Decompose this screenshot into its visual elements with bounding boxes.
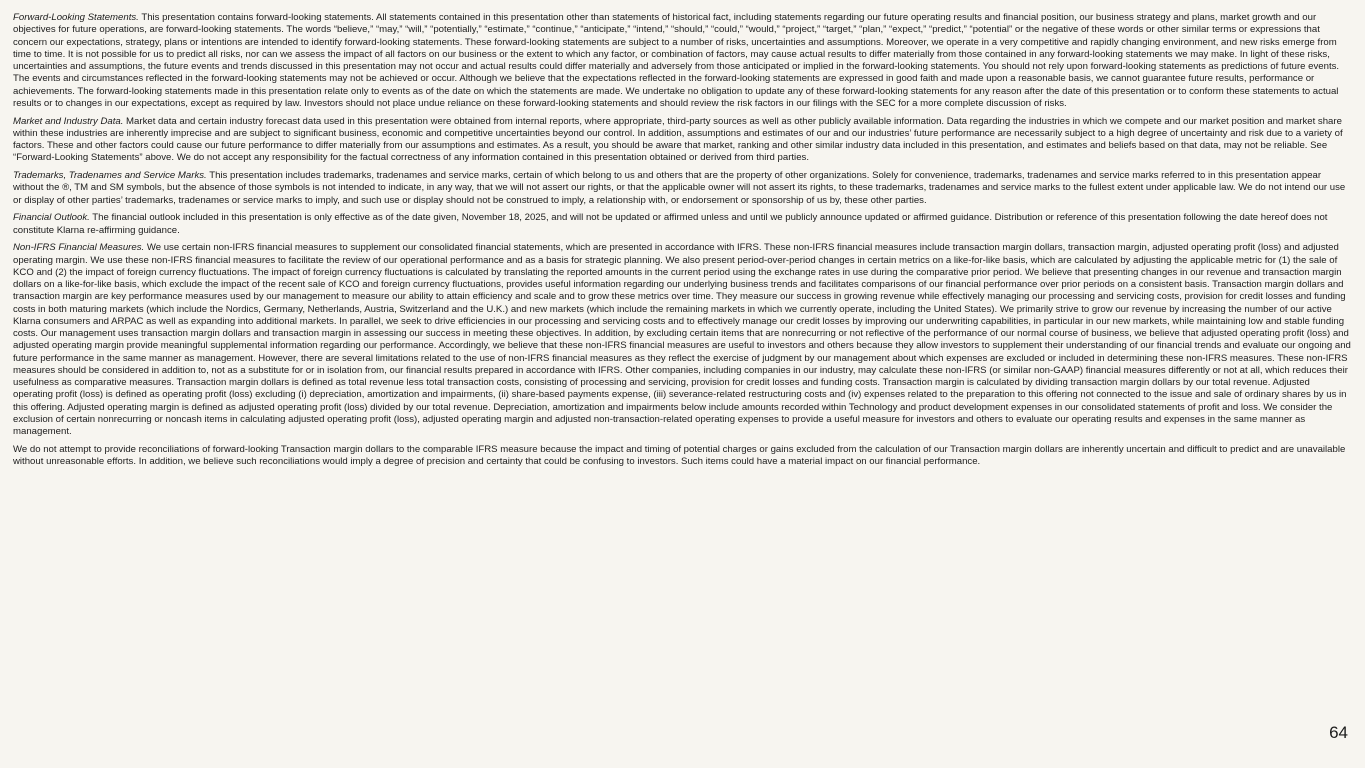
paragraph-text: Market data and certain industry forecast data used in this presentation were obtained from internal reports, where appropriate, third-party sources as well as other publicly available information. Data regarding the industries in which we compete and our market position and market share within these industries are inherently imprecise and are subject to significant business, economic and competitive uncertainties beyond our control. In addition, assumptions and estimates of our and our industries’ future performance are necessarily subject to a high degree of uncertainty and risk due to a variety of factors. These and other factors could cause our future performance to differ materially from our assumptions and estimates. As a result, you should be aware that market, ranking and other similar industry data included in this presentation, and estimates and beliefs based on that data, may not be reliable. See “Forward-Looking Statements” above. We do not accept any responsibility for the factual correctness of any information contained in this presentation obtained or derived from third parties. [13,115,1343,164]
paragraph-title: Market and Industry Data. [13,115,124,127]
reconciliations-paragraph [13,444,1352,469]
trademarks-paragraph [13,170,1352,207]
paragraph-title: Trademarks, Tradenames and Service Marks. [13,170,207,181]
paragraph-text: The financial outlook included in this presentation is only effective as of the date given, November 18, 2025, and will not be updated or affirmed unless and until we publicly announce updated or affirmed guidance. Distribution or reference of this presentation following the date hereof does not constitute Klarna re-affirming guidance. [13,212,1328,236]
paragraph-title: Non-IFRS Financial Measures. [13,242,145,254]
non-ifrs-measures-paragraph [13,242,1352,438]
paragraph-text: This presentation includes trademarks, tradenames and service marks, certain of which belong to us and others that are the property of other organizations. Solely for convenience, trademarks, tradenames and service marks referred to in this presentation appear without the ®, TM and SM symbols, but the absence of those symbols is not intended to indicate, in any way, that we will not assert our rights, or that the applicable owner will not assert its rights, to these trademarks, tradenames and service marks to the fullest extent under applicable law. We do not intend our use or display of other parties’ trademarks, tradenames or service marks to imply, and such use or display should not be construed to imply, a relationship with, or endorsement or sponsorship of us by, these other parties. [13,170,1346,206]
paragraph-title: Financial Outlook. [13,212,90,224]
paragraph-text: This presentation contains forward-looking statements. All statements contained in this presentation other than statements of historical fact, including statements regarding our future operating results and financial position, our business strategy and plans, market growth and our objectives for future operations, are forward-looking statements. The words “believe,” “may,” “will,” “potentially,” “estimate,” “continue,” “anticipate,” “intend,” “should,” “could,” “would,” “project,” “target,” “plan,” “expect,” “predict,” “potential” or the negative of these words or other similar terms or expressions that concern our expectations, strategy, plans or intentions are intended to identify forward-looking statements. These forward-looking statements are subject to a number of risks, uncertainties and assumptions. Moreover, we operate in a very competitive and rapidly changing environment, and new risks emerge from time to time. It is not possible for us to predict all risks, nor can we assess the impact of all factors on our business or the extent to which any factor, or combination of factors, may cause actual results to differ materially from those contained in any forward-looking statements we may make. In light of these risks, uncertainties and assumptions, the future events and trends discussed in this presentation may not occur and actual results could differ materially and adversely from those anticipated or implied in the forward-looking statements. You should not rely upon forward-looking statements as predictions of future events. The events and circumstances reflected in the forward-looking statements may not be achieved or occur. Although we believe that the expectations reflected in the forward-looking statements are expressed in good faith and made upon a reasonable basis, we cannot guarantee future results, performance or achievements. The forward-looking statements made in this presentation relate only to events as of the date on which the statements are made. We undertake no obligation to update any of these forward-looking statements for any reason after the date of this presentation or to conform these statements to actual results or to changes in our expectations, except as required by law. Investors should not place undue reliance on these forward-looking statements and should review the risk factors in our filings with the SEC for a more complete discussion of risks. [13,12,1340,109]
financial-outlook-paragraph [13,212,1352,237]
forward-looking-statements-paragraph [13,12,1352,110]
paragraph-text: We do not attempt to provide reconciliations of forward-looking Transaction margin dollars to the comparable IFRS measure because the impact and timing of potential charges or gains excluded from the calculation of our Transaction margin dollars are inherently uncertain and difficult to predict and are unavailable without unreasonable efforts. In addition, we believe such reconciliations would imply a degree of precision and certainty that could be confusing to investors. Such items could have a material impact on our financial performance. [13,443,1346,467]
disclaimer-content [13,12,1352,474]
market-industry-data-paragraph [13,116,1352,165]
paragraph-title: Forward-Looking Statements. [13,12,139,23]
paragraph-text: We use certain non-IFRS financial measures to supplement our consolidated financial statements, which are presented in accordance with IFRS. These non-IFRS financial measures include transaction margin dollars, transaction margin, adjusted operating profit (loss) and adjusted operating margin. We use these non-IFRS financial measures to facilitate the review of our operational performance and as a basis for strategic planning. We also present period-over-period changes in certain metrics on a like-for-like basis, which are calculated by adjusting the applicable metric for (1) the sale of KCO and (2) the impact of foreign currency fluctuations. The impact of foreign currency fluctuations is calculated by translating the reported amounts in the current period using the exchange rates in use during the comparative prior period. We believe that presenting changes in our revenue and transaction margin dollars on a like-for-like basis, which exclude the impact of the recent sale of KCO and foreign currency fluctuations, provides useful information regarding our underlying business trends and facilitates comparisons of our financial performance over prior periods on a consistent basis. Transaction margin dollars and transaction margin are key performance measures used by our management to measure our ability to attain efficiency and scale and to grow these metrics over time. They measure our success in growing revenue while effectively managing our processing and servicing costs, provision for credit losses and funding costs in both maturing markets (which include the Nordics, Germany, Netherlands, Austria, Switzerland and the U.K.) and new markets (which include the remaining markets in which we currently operate, including the United States). We primarily strive to grow our revenue by increasing the number of our active Klarna consumers and ARPAC as well as expanding into additional markets. In parallel, we seek to drive efficiencies in our processing and servicing costs and to effectively manage our credit losses by improving our underwriting capabilities, in particular in our new markets, while maintaining low and stable funding costs. Our management uses transaction margin dollars and transaction margin in assessing our success in meeting these objectives. In addition, by excluding certain items that are nonrecurring or not reflective of the performance of our normal course of business, we believe that adjusted operating profit (loss) and adjusted operating margin provide meaningful supplemental information regarding our performance. Accordingly, we believe that these non-IFRS financial measures are useful to investors and others because they allow investors to supplement their understanding of our financial trends and evaluate our ongoing and future performance in the same manner as management. However, there are several limitations related to the use of non-IFRS financial measures as they reflect the exercise of judgment by our management about which expenses are excluded or included in determining these non-IFRS measures. These non-IFRS measures should be considered in addition to, not as a substitute for or in isolation from, our financial results prepared in accordance with IFRS. Other companies, including companies in our industry, may calculate these non-IFRS (or similar non-GAAP) financial measures differently or not at all, which reduces their usefulness as comparative measures. Transaction margin dollars is defined as total revenue less total transaction costs, consisting of processing and servicing, provision for credit losses and funding costs. Transaction margin is calculated by dividing transaction margin dollars by our total revenue. Adjusted operating profit (loss) is defined as operating profit (loss) excluding (i) depreciation, amortization and impairments, (ii) share-based payments expense, (iii) severance-related restructuring costs and (iv) expenses related to the preparation to this offering not connected to the issue and sale of ordinary shares by us in this offering. Adjusted operating margin is defined as adjusted operating profit (loss) divided by our total revenue. Depreciation, amortization and impairments below include amounts recorded within Technology and product development expenses in our consolidated statements of profit and loss. We consider the exclusion of certain nonrecurring or noncash items in calculating adjusted operating profit (loss), adjusted operating margin and adjusted non-transaction-related operating expenses to provide a useful measure for investors and others to evaluate our operating results and expenses in the same manner as management. [13,242,1351,437]
page-number: 64 [1329,723,1348,742]
